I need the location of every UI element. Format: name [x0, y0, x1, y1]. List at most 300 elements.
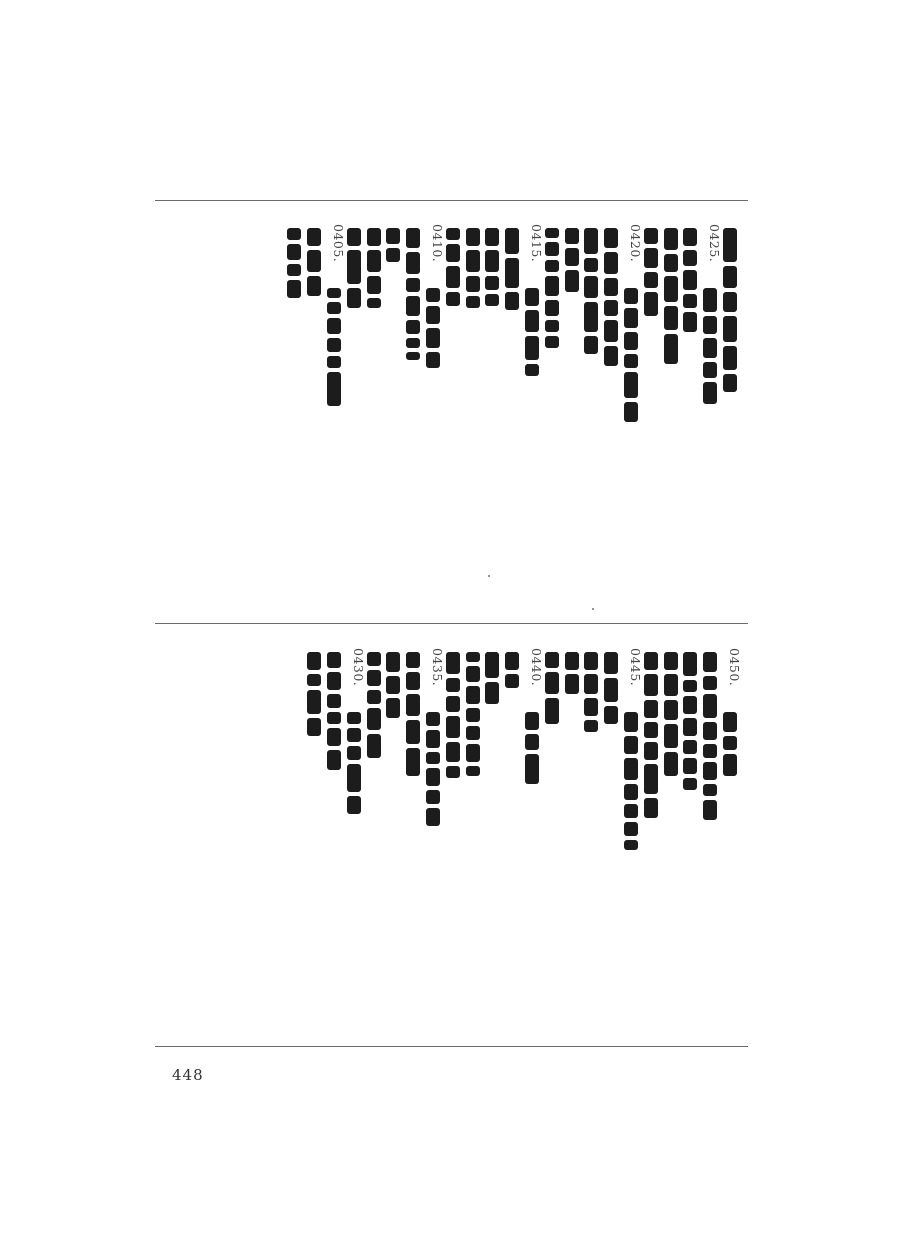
- script-word: [703, 382, 717, 404]
- script-column: [443, 648, 463, 1028]
- script-word: [406, 652, 420, 668]
- script-column: [383, 224, 403, 604]
- script-word: [485, 228, 499, 246]
- script-word: [406, 252, 420, 274]
- mongolian-script-line: [644, 228, 658, 320]
- script-column: [542, 224, 562, 604]
- script-word: [723, 292, 737, 312]
- script-word: [446, 716, 460, 738]
- script-word: [466, 250, 480, 272]
- script-word: [664, 306, 678, 330]
- script-column: [304, 224, 324, 604]
- mongolian-script-line: [426, 288, 440, 372]
- script-word: [287, 264, 301, 276]
- mongolian-script-line: [683, 652, 697, 794]
- script-word: [624, 354, 638, 368]
- bottom-rule: [155, 1046, 748, 1047]
- script-column: [482, 648, 502, 1028]
- mongolian-script-line: [565, 228, 579, 296]
- script-word: [367, 690, 381, 704]
- script-word: [426, 730, 440, 748]
- script-word: [565, 674, 579, 694]
- mongolian-script-line: [485, 652, 499, 708]
- script-word: [426, 352, 440, 368]
- line-number: 0420.: [628, 224, 643, 263]
- script-word: [703, 762, 717, 780]
- script-word: [367, 670, 381, 686]
- script-word: [505, 228, 519, 254]
- script-column: [423, 224, 443, 604]
- mongolian-script-line: [604, 228, 618, 370]
- script-word: [406, 694, 420, 716]
- mongolian-script-line: [347, 228, 361, 312]
- script-word: [644, 722, 658, 738]
- script-word: [307, 652, 321, 670]
- script-word: [347, 250, 361, 284]
- script-word: [386, 676, 400, 694]
- line-number: 0450.: [727, 648, 742, 687]
- script-column: [621, 224, 641, 604]
- script-word: [287, 228, 301, 240]
- script-word: [287, 244, 301, 260]
- mongolian-script-line: [386, 652, 400, 722]
- script-word: [307, 276, 321, 296]
- mongolian-script-line: [327, 652, 341, 774]
- script-word: [446, 292, 460, 306]
- mongolian-script-line: [545, 652, 559, 728]
- script-word: [683, 740, 697, 754]
- script-word: [367, 652, 381, 666]
- script-word: [307, 250, 321, 272]
- script-word: [367, 250, 381, 272]
- script-word: [565, 652, 579, 670]
- script-column: [463, 648, 483, 1028]
- script-word: [466, 708, 480, 722]
- mongolian-script-line: [446, 652, 460, 782]
- script-word: [525, 712, 539, 730]
- script-column: [562, 648, 582, 1028]
- script-word: [565, 270, 579, 292]
- mongolian-script-line: [525, 712, 539, 788]
- mongolian-script-line: [604, 652, 618, 728]
- script-word: [644, 742, 658, 760]
- script-word: [307, 718, 321, 736]
- script-word: [367, 708, 381, 730]
- script-word: [683, 250, 697, 266]
- script-column: [680, 648, 700, 1028]
- script-word: [703, 784, 717, 796]
- mongolian-script-line: [426, 712, 440, 830]
- script-column: [324, 648, 344, 1028]
- mongolian-script-line: [307, 228, 321, 300]
- mongolian-script-line: [624, 288, 638, 426]
- script-word: [466, 766, 480, 776]
- script-word: [683, 758, 697, 774]
- mongolian-script-line: [644, 652, 658, 822]
- script-word: [644, 674, 658, 696]
- script-word: [565, 228, 579, 244]
- script-column: [502, 224, 522, 604]
- print-speck: [488, 575, 490, 577]
- script-word: [624, 402, 638, 422]
- script-word: [703, 694, 717, 718]
- script-word: [644, 652, 658, 670]
- mongolian-script-line: [624, 712, 638, 854]
- script-word: [723, 228, 737, 262]
- script-word: [624, 758, 638, 780]
- mongolian-script-line: [545, 228, 559, 352]
- script-column: [700, 648, 720, 1028]
- script-word: [683, 312, 697, 332]
- mongolian-script-line: [466, 228, 480, 312]
- script-word: [644, 248, 658, 268]
- script-word: [584, 276, 598, 298]
- script-word: [446, 696, 460, 712]
- script-column: [641, 224, 661, 604]
- script-word: [525, 310, 539, 332]
- script-word: [525, 336, 539, 360]
- script-word: [327, 712, 341, 724]
- script-column: [423, 648, 443, 1028]
- script-word: [584, 336, 598, 354]
- script-word: [644, 272, 658, 288]
- mongolian-script-line: [386, 228, 400, 266]
- script-word: [545, 260, 559, 272]
- script-word: [327, 288, 341, 298]
- script-word: [347, 288, 361, 308]
- script-word: [683, 718, 697, 736]
- script-column: [502, 648, 522, 1028]
- script-word: [327, 356, 341, 368]
- script-word: [327, 372, 341, 406]
- line-number: 0405.: [331, 224, 346, 263]
- line-number: 0425.: [707, 224, 723, 263]
- script-word: [545, 698, 559, 724]
- script-word: [406, 352, 420, 360]
- mongolian-script-line: [703, 652, 717, 824]
- script-word: [466, 228, 480, 246]
- script-word: [466, 686, 480, 704]
- script-word: [525, 754, 539, 784]
- script-column: [364, 648, 384, 1028]
- script-word: [703, 800, 717, 820]
- script-word: [525, 364, 539, 376]
- script-word: [584, 698, 598, 716]
- script-word: [664, 334, 678, 364]
- mongolian-script-line: [723, 712, 737, 780]
- script-word: [664, 700, 678, 720]
- script-word: [327, 302, 341, 314]
- script-word: [644, 228, 658, 244]
- script-word: [307, 228, 321, 246]
- script-column: [601, 648, 621, 1028]
- script-word: [485, 276, 499, 290]
- script-word: [664, 652, 678, 670]
- script-column: [324, 224, 344, 604]
- script-word: [347, 764, 361, 792]
- mongolian-script-line: [347, 712, 361, 818]
- script-word: [604, 652, 618, 674]
- script-word: [624, 804, 638, 818]
- mongolian-script-line: [584, 228, 598, 358]
- script-word: [683, 228, 697, 246]
- script-word: [466, 726, 480, 740]
- script-word: [624, 822, 638, 836]
- script-word: [446, 742, 460, 762]
- script-word: [723, 712, 737, 732]
- script-word: [386, 652, 400, 672]
- mongolian-script-line: [565, 652, 579, 698]
- script-column: [403, 224, 423, 604]
- script-word: [347, 228, 361, 246]
- script-word: [584, 652, 598, 670]
- script-word: [624, 332, 638, 350]
- script-word: [347, 796, 361, 814]
- script-word: [446, 244, 460, 262]
- script-word: [505, 292, 519, 310]
- script-word: [466, 666, 480, 682]
- script-word: [466, 744, 480, 762]
- script-word: [446, 678, 460, 692]
- mongolian-script-line: [683, 228, 697, 336]
- script-word: [426, 808, 440, 826]
- script-column: [522, 224, 542, 604]
- script-word: [367, 734, 381, 758]
- script-column: [364, 224, 384, 604]
- script-word: [545, 336, 559, 348]
- script-word: [604, 252, 618, 274]
- script-word: [525, 288, 539, 306]
- script-word: [485, 250, 499, 272]
- script-word: [485, 294, 499, 306]
- script-word: [584, 674, 598, 694]
- script-word: [406, 320, 420, 334]
- script-word: [426, 752, 440, 764]
- page-number: 448: [172, 1066, 204, 1084]
- script-word: [664, 724, 678, 748]
- script-word: [386, 698, 400, 718]
- script-word: [664, 228, 678, 250]
- script-word: [406, 338, 420, 348]
- script-column: [621, 648, 641, 1028]
- script-column: [581, 648, 601, 1028]
- print-speck: [592, 608, 594, 610]
- script-word: [565, 248, 579, 266]
- script-word: [683, 294, 697, 308]
- mongolian-script-line: [723, 228, 737, 396]
- script-word: [584, 720, 598, 732]
- script-word: [604, 320, 618, 342]
- script-column: [641, 648, 661, 1028]
- script-word: [406, 296, 420, 316]
- script-word: [604, 678, 618, 702]
- script-word: [703, 652, 717, 672]
- script-word: [584, 302, 598, 332]
- top-rule: [155, 200, 748, 201]
- script-word: [703, 362, 717, 378]
- script-column: [403, 648, 423, 1028]
- script-word: [426, 712, 440, 726]
- script-word: [466, 296, 480, 308]
- script-word: [287, 280, 301, 298]
- script-word: [307, 690, 321, 714]
- mongolian-script-line: [505, 228, 519, 314]
- mongolian-script-line: [367, 652, 381, 762]
- script-word: [406, 278, 420, 292]
- script-word: [545, 228, 559, 238]
- script-word: [604, 278, 618, 296]
- script-column: [383, 648, 403, 1028]
- script-word: [426, 306, 440, 324]
- script-column: [720, 648, 740, 1028]
- script-word: [466, 276, 480, 292]
- mongolian-script-line: [505, 652, 519, 692]
- script-word: [644, 700, 658, 718]
- mongolian-script-line: [287, 228, 301, 302]
- script-word: [624, 712, 638, 732]
- script-word: [604, 346, 618, 366]
- script-word: [406, 748, 420, 776]
- script-word: [604, 300, 618, 316]
- script-word: [683, 680, 697, 692]
- script-word: [644, 764, 658, 794]
- mongolian-script-line: [466, 652, 480, 780]
- script-word: [327, 750, 341, 770]
- script-word: [386, 228, 400, 244]
- script-word: [347, 746, 361, 760]
- mongolian-script-line: [307, 652, 321, 740]
- script-word: [367, 228, 381, 246]
- script-word: [664, 674, 678, 696]
- script-word: [624, 840, 638, 850]
- line-number: 0410.: [430, 224, 445, 263]
- script-word: [604, 228, 618, 248]
- script-word: [624, 372, 638, 398]
- script-word: [703, 722, 717, 740]
- script-word: [664, 254, 678, 272]
- script-word: [723, 316, 737, 342]
- script-word: [545, 242, 559, 256]
- line-number: 0435.: [430, 648, 445, 687]
- script-column: [680, 224, 700, 604]
- script-column: [661, 648, 681, 1028]
- script-word: [426, 328, 440, 348]
- upper-text-panel: [155, 224, 748, 604]
- mongolian-script-line: [703, 288, 717, 408]
- script-column: [661, 224, 681, 604]
- script-word: [703, 744, 717, 758]
- script-column: [463, 224, 483, 604]
- script-word: [664, 752, 678, 776]
- script-word: [406, 720, 420, 744]
- script-word: [723, 374, 737, 392]
- script-word: [426, 790, 440, 804]
- script-column: [304, 648, 324, 1028]
- mongolian-script-line: [446, 228, 460, 310]
- script-word: [327, 338, 341, 352]
- script-word: [327, 672, 341, 690]
- script-word: [664, 276, 678, 302]
- script-word: [545, 672, 559, 694]
- script-column: [344, 648, 364, 1028]
- script-word: [386, 248, 400, 262]
- script-word: [703, 316, 717, 334]
- lower-text-panel: [155, 648, 748, 1028]
- script-word: [683, 270, 697, 290]
- script-word: [723, 736, 737, 750]
- script-column: [700, 224, 723, 604]
- mongolian-script-line: [485, 228, 499, 310]
- script-column: [443, 224, 463, 604]
- line-number: 0415.: [529, 224, 544, 263]
- script-word: [505, 258, 519, 288]
- script-word: [485, 682, 499, 704]
- script-word: [446, 652, 460, 674]
- line-number: 0430.: [350, 648, 366, 687]
- script-word: [406, 228, 420, 248]
- line-number: 0440.: [529, 648, 544, 687]
- script-word: [505, 674, 519, 688]
- script-column: [344, 224, 364, 604]
- script-word: [505, 652, 519, 670]
- script-word: [683, 778, 697, 790]
- script-word: [446, 266, 460, 288]
- mongolian-script-line: [406, 228, 420, 364]
- script-word: [347, 728, 361, 742]
- line-number: 0445.: [628, 648, 643, 687]
- script-word: [584, 258, 598, 272]
- mongolian-script-line: [664, 652, 678, 780]
- script-column: [562, 224, 582, 604]
- mongolian-script-line: [367, 228, 381, 312]
- script-word: [624, 288, 638, 304]
- script-word: [624, 308, 638, 328]
- middle-rule: [155, 623, 748, 624]
- script-word: [584, 228, 598, 254]
- script-word: [367, 276, 381, 294]
- script-word: [683, 652, 697, 676]
- script-column: [601, 224, 621, 604]
- script-word: [644, 292, 658, 316]
- script-word: [723, 346, 737, 370]
- script-word: [426, 288, 440, 302]
- script-word: [327, 318, 341, 334]
- script-column: [284, 224, 304, 604]
- script-word: [703, 338, 717, 358]
- script-column: [581, 224, 601, 604]
- script-word: [545, 276, 559, 296]
- script-word: [307, 674, 321, 686]
- mongolian-script-line: [584, 652, 598, 736]
- script-word: [367, 298, 381, 308]
- script-word: [525, 734, 539, 750]
- script-word: [723, 754, 737, 776]
- script-word: [426, 768, 440, 786]
- script-column: [542, 648, 562, 1028]
- script-word: [466, 652, 480, 662]
- mongolian-script-line: [664, 228, 678, 368]
- script-column: [720, 224, 740, 604]
- script-word: [327, 694, 341, 708]
- script-word: [327, 652, 341, 668]
- script-word: [703, 676, 717, 690]
- script-word: [446, 766, 460, 778]
- script-column: [482, 224, 502, 604]
- mongolian-script-line: [327, 288, 341, 410]
- script-word: [723, 266, 737, 288]
- script-word: [703, 288, 717, 312]
- mongolian-script-line: [525, 288, 539, 380]
